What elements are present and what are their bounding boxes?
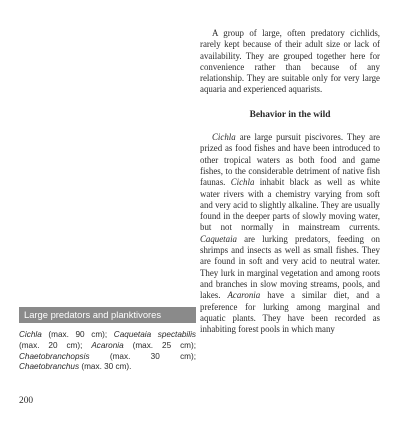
genus-acaronia: Acaronia — [227, 290, 261, 301]
behavior-paragraph — [200, 132, 380, 335]
main-text-column — [200, 28, 380, 335]
behavior-text-1: are large pursuit piscivores. They are prized as food fishes and have been introduced to other tropical waters as both food and game fishes, to the considerable detriment of native fish faunas. — [200, 132, 380, 188]
species-name: Chaetobranchus — [19, 362, 80, 372]
species-size: (max. 25 cm); — [123, 340, 196, 350]
species-list — [19, 330, 196, 373]
species-name: Cichla — [19, 330, 42, 339]
section-heading: Behavior in the wild — [249, 109, 331, 120]
species-size: (max. 20 cm); — [19, 340, 92, 350]
behavior-text-4: have a similar diet, and a preference for lurking among marginal and aquatic plants. They have been recorded as inhabiting forest pools in which many — [200, 290, 380, 335]
species-size: (max. 90 cm); — [41, 330, 114, 339]
species-sidebar — [19, 307, 196, 373]
species-name: Chaetobranchopsis — [19, 351, 90, 361]
species-name: Caquetaia spectabilis — [113, 330, 196, 339]
species-size: (max. 30 cm); — [89, 351, 196, 361]
intro-paragraph: A group of large, often predatory cichlids, rarely kept because of their adult size or lack of availability. They are grouped together here for convenience rather than because of any relationship. They are suitable only for very large aquaria and experienced aquarists. — [200, 28, 380, 95]
behavior-text-3: are lurking predators, feeding on shrimps and insects as well as small fishes. They are found in soft and very acid to neutral water. They lurk in marginal vegetation and among roots and branches in slow moving streams, pools, and lakes. — [200, 233, 380, 301]
species-size: (max. 30 cm). — [79, 362, 132, 372]
genus-cichla-2: Cichla — [230, 177, 255, 188]
genus-cichla: Cichla — [212, 132, 236, 143]
page-number: 200 — [19, 396, 34, 406]
sidebar-title: Large predators and planktivores — [19, 307, 196, 323]
species-name: Acaronia — [91, 340, 124, 350]
genus-caquetaia: Caquetaia — [200, 233, 237, 244]
behavior-text-2: inhabit black as well as white water rivers with a chemistry varying from soft and very acid to slightly alkaline. They are usually found in the deeper parts of slowly moving water, but not normally in mainstream currents. — [200, 177, 380, 233]
